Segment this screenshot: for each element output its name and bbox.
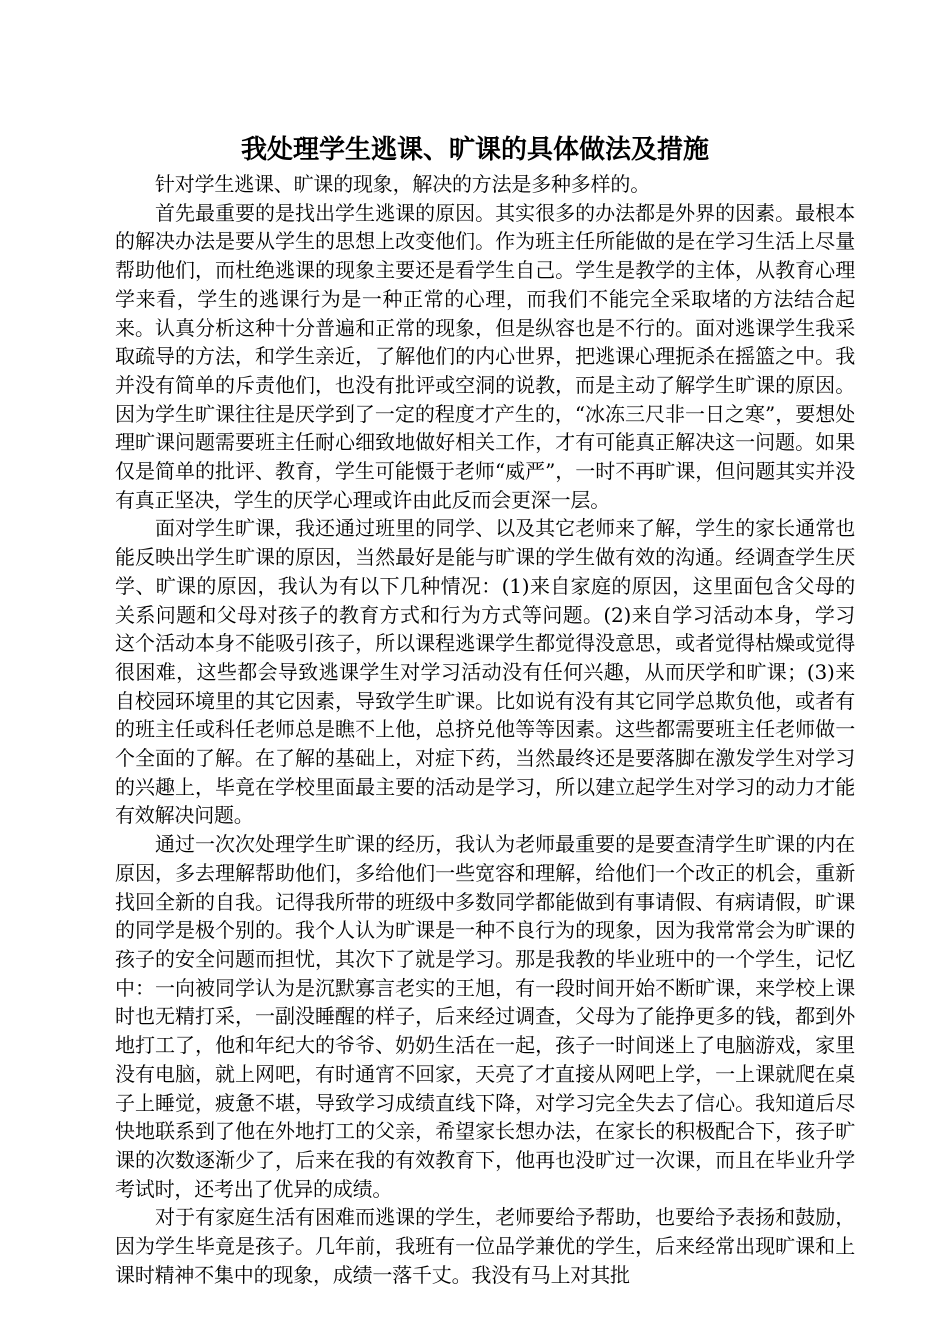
document-body <box>115 170 855 1289</box>
paragraph: 面对学生旷课，我还通过班里的同学、以及其它老师来了解，学生的家长通常也能反映出学生旷课的原因，当然最好是能与旷课的学生做有效的沟通。经调查学生厌学、旷课的原因，我认为有以下几种情况：(1)来自家庭的原因，这里面包含父母的关系问题和父母对孩子的教育方式和行为方式等问题。(2)来自学习活动本身，学习这个活动本身不能吸引孩子，所以课程逃课学生都觉得没意思，或者觉得枯燥或觉得很困难，这些都会导致逃课学生对学习活动没有任何兴趣，从而厌学和旷课；(3)来自校园环境里的其它因素，导致学生旷课。比如说有没有其它同学总欺负他，或者有的班主任或科任老师总是瞧不上他，总挤兑他等等因素。这些都需要班主任老师做一个全面的了解。在了解的基础上，对症下药，当然最终还是要落脚在激发学生对学习的兴趣上，毕竟在学校里面最主要的活动是学习，所以建立起学生对学习的动力才能有效解决问题。 <box>115 516 855 828</box>
document-title: 我处理学生逃课、旷课的具体做法及措施 <box>240 135 709 165</box>
paragraph: 通过一次次处理学生旷课的经历，我认为老师最重要的是要查清学生旷课的内在原因，多去理解帮助他们，多给他们一些宽容和理解，给他们一个改正的机会，重新找回全新的自我。记得我所带的班级中多数同学都能做到有事请假、有病请假，旷课的同学是极个别的。我个人认为旷课是一种不良行为的现象，因为我常常会为旷课的孩子的安全问题而担忧，其次下了就是学习。那是我教的毕业班中的一个学生，记忆中：一向被同学认为是沉默寡言老实的王旭，有一段时间开始不断旷课，来学校上课时也无精打采，一副没睡醒的样子，后来经过调查，父母为了能挣更多的钱，都到外地打工了，他和年纪大的爷爷、奶奶生活在一起，孩子一时间迷上了电脑游戏，家里没有电脑，就上网吧，有时通宵不回家，天亮了才直接从网吧上学，一上课就爬在桌子上睡觉，疲惫不堪，导致学习成绩直线下降，对学习完全失去了信心。我知道后尽快地联系到了他在外地打工的父亲，希望家长想办法，在家长的积极配合下，孩子旷课的次数逐渐少了，后来在我的有效教育下，他再也没旷过一次课，而且在毕业升学考试时，还考出了优异的成绩。 <box>115 832 855 1201</box>
paragraph: 首先最重要的是找出学生逃课的原因。其实很多的办法都是外界的因素。最根本的解决办法是要从学生的思想上改变他们。作为班主任所能做的是在学习生活上尽量帮助他们，而杜绝逃课的现象主要还是看学生自己。学生是教学的主体，从教育心理学来看，学生的逃课行为是一种正常的心理，而我们不能完全采取堵的方法结合起来。认真分析这种十分普遍和正常的现象，但是纵容也是不行的。面对逃课学生我采取疏导的方法，和学生亲近，了解他们的内心世界，把逃课心理扼杀在摇篮之中。我并没有简单的斥责他们，也没有批评或空洞的说教，而是主动了解学生旷课的原因。因为学生旷课往往是厌学到了一定的程度才产生的，“冰冻三尺非一日之寒”，要想处理旷课问题需要班主任耐心细致地做好相关工作，才有可能真正解决这一问题。如果仅是简单的批评、教育，学生可能慑于老师“威严”，一时不再旷课，但问题其实并没有真正坚决，学生的厌学心理或许由此反而会更深一层。 <box>115 200 855 512</box>
paragraph: 对于有家庭生活有困难而逃课的学生，老师要给予帮助，也要给予表扬和鼓励，因为学生毕竟是孩子。几年前，我班有一位品学兼优的学生，后来经常出现旷课和上课时精神不集中的现象，成绩一落千丈。我没有马上对其批 <box>115 1205 855 1287</box>
paragraph: 针对学生逃课、旷课的现象，解决的方法是多种多样的。 <box>155 172 650 196</box>
